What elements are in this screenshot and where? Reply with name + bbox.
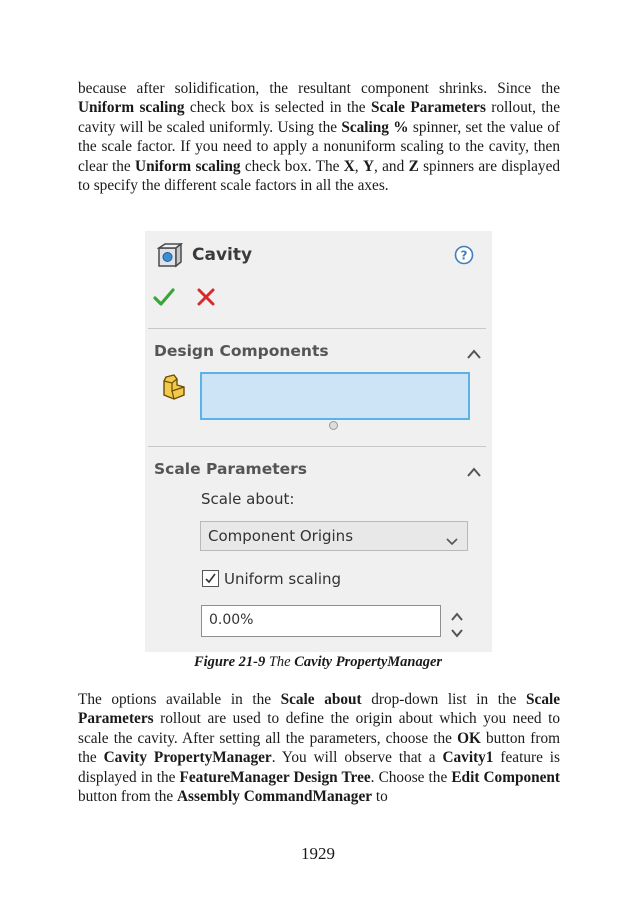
- scale-parameters-header[interactable]: Scale Parameters: [154, 460, 307, 478]
- text-run: Y: [362, 157, 374, 175]
- text-run: X: [343, 157, 355, 175]
- chevron-down-icon: [445, 532, 459, 542]
- text-run: button from the: [78, 788, 177, 806]
- list-resize-handle[interactable]: [329, 421, 338, 430]
- chevron-up-icon[interactable]: [466, 463, 482, 475]
- help-icon[interactable]: [454, 245, 474, 265]
- scale-about-value: Component Origins: [208, 527, 354, 545]
- text-run: drop-down list in the: [361, 691, 527, 708]
- scaling-percent-value: 0.00%: [209, 612, 254, 628]
- uniform-scaling-checkbox[interactable]: [202, 570, 219, 587]
- text-run: Scale Parameters: [78, 691, 561, 728]
- text-run: check box is selected in the: [184, 99, 371, 117]
- design-components-list[interactable]: [200, 372, 470, 420]
- text-run: button from the: [78, 729, 560, 767]
- text-run: Scale about: [280, 691, 362, 708]
- figure-caption: [0, 654, 636, 671]
- property-manager-title: Cavity: [192, 245, 253, 265]
- text-run: . Choose the: [370, 768, 452, 786]
- scaling-percent-input[interactable]: [201, 605, 441, 637]
- text-run: FeatureManager Design Tree: [179, 768, 371, 786]
- cavity-feature-icon: [157, 243, 183, 269]
- text-run: The options available in the: [78, 691, 281, 708]
- text-run: ,: [354, 157, 363, 175]
- text-run: Uniform scaling: [135, 157, 241, 175]
- text-run: , and: [374, 157, 409, 175]
- text-run: to: [372, 788, 388, 806]
- cavity-property-manager: [145, 231, 492, 652]
- text-run: spinner, set the value of the scale factor. If you need to apply a nonuniform scaling to the cavity, then clear the: [78, 118, 560, 175]
- text-run: feature is displayed in the: [78, 749, 560, 786]
- text-run: . You will observe that a: [271, 749, 443, 767]
- text-run: Cavity PropertyManager: [103, 749, 272, 767]
- text-run: Scale Parameters: [370, 99, 486, 117]
- body-paragraph-2: [78, 690, 560, 806]
- text-run: Uniform scaling: [78, 99, 185, 117]
- spinner-up-icon[interactable]: [450, 608, 464, 620]
- text-run: spinners are displayed to specify the different scale factors in all the axes.: [78, 157, 561, 195]
- text-run: OK: [457, 729, 481, 747]
- scale-about-label: Scale about:: [201, 490, 295, 508]
- text-run: rollout, the cavity will be scaled uniformly. Using the: [78, 99, 560, 136]
- page-number: 1929: [301, 844, 335, 863]
- text-run: Edit Component: [451, 768, 561, 786]
- text-run: because after solidification, the resultant component shrinks. Since the: [78, 80, 560, 97]
- component-icon: [160, 373, 188, 401]
- text-run: Assembly CommandManager: [177, 788, 373, 806]
- ok-check-icon[interactable]: [153, 286, 175, 308]
- uniform-scaling-label: Uniform scaling: [224, 570, 342, 588]
- text-run: check box. The: [240, 157, 344, 175]
- spinner-down-icon[interactable]: [450, 624, 464, 636]
- scale-about-dropdown[interactable]: [200, 521, 468, 551]
- chevron-up-icon[interactable]: [466, 345, 482, 357]
- text-run: Scaling %: [341, 118, 409, 136]
- design-components-header[interactable]: Design Components: [154, 342, 329, 360]
- svg-text:?: ?: [460, 248, 468, 263]
- section-divider: [148, 328, 486, 329]
- text-run: Cavity1: [442, 749, 494, 767]
- cancel-x-icon[interactable]: [197, 288, 215, 306]
- figure-title: Cavity PropertyManager: [294, 654, 443, 670]
- text-run: rollout are used to define the origin about which you need to scale the cavity. After setting all the parameters, choose the: [78, 710, 560, 747]
- text-run: Z: [408, 157, 419, 175]
- caption-text: The: [265, 654, 295, 670]
- figure-number: Figure 21-9: [193, 654, 266, 670]
- section-divider: [148, 446, 486, 447]
- body-paragraph-1: [78, 79, 560, 195]
